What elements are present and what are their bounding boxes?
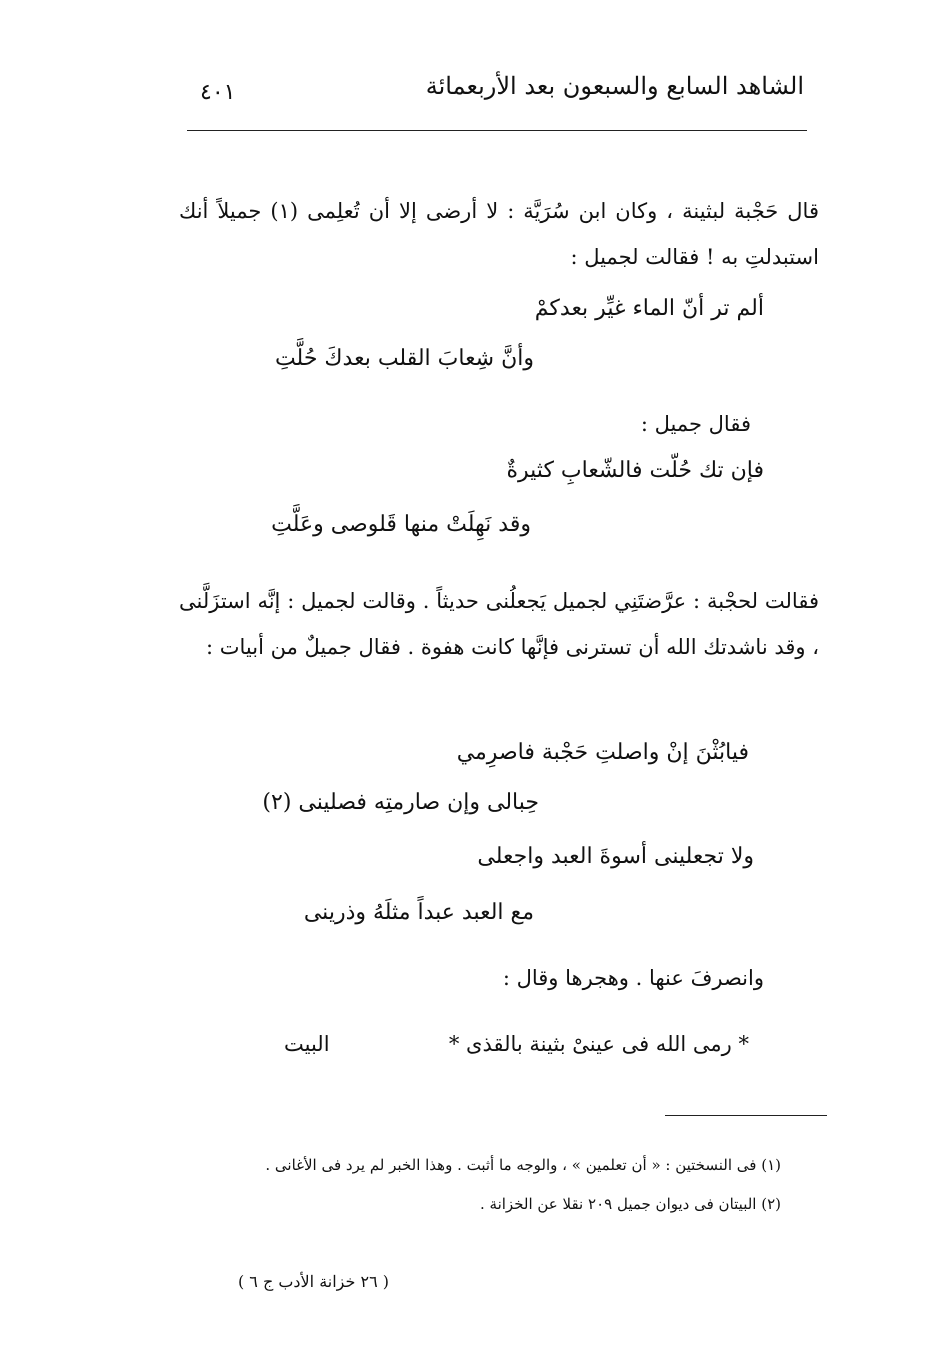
header-divider xyxy=(187,130,807,131)
verse-2-second-hemistich: وقد نَهِلَتْ منها قَلوصى وعَلَّتِ xyxy=(271,512,531,537)
verse-3-second-hemistich: حِبالى وإن صارمتِه فصلينى (٢) xyxy=(262,790,539,815)
footnote-2: (٢) البيتان فى ديوان جميل ٢٠٩ نقلا عن الخزانة . xyxy=(480,1195,781,1213)
footnote-1: (١) فى النسختين : « أن تعلمين » ، والوجه ما أثبت . وهذا الخبر لم يرد فى الأغانى . xyxy=(265,1156,781,1174)
signature-mark: ( ٢٦ خزانة الأدب ج ٦ ) xyxy=(237,1272,389,1291)
narration-line-jamil: فقال جميل : xyxy=(640,412,751,436)
verse-4-second-hemistich: مع العبد عبداً مثلَهُ وذرينى xyxy=(303,900,534,925)
paragraph-1: قال حَجْبة لبثينة ، وكان ابن سُرَيَّة : لا أرضى إلا أن تُعلِمى (١) جميلاً أنك استبدلتِ به ! فقالت لجميل : xyxy=(179,199,819,269)
paragraph-2: فقالت لحجْبة : عرَّضتَنِي لجميل يَجعلُنى حديثاً . وقالت لجميل : إنَّه استزَلَّنى ، وقد ناشدتك الله أن تسترنى فإنَّها كانت هفوة . فقال جميلٌ من أبيات : xyxy=(179,589,819,659)
verse-1-second-hemistich: وأنَّ شِعابَ القلب بعدكَ حُلَّتِ xyxy=(274,346,534,371)
verse-2-first-hemistich: فإن تك حُلّت فالشّعابِ كثيرةٌ xyxy=(506,458,764,483)
verse-3-first-hemistich: فيابُثْنَ إنْ واصلتِ حَجْبة فاصرِمي xyxy=(456,740,749,765)
footnote-divider xyxy=(665,1115,827,1116)
running-header-title: الشاهد السابع والسبعون بعد الأربعمائة xyxy=(425,72,804,100)
narration-line-hajr: وانصرفَ عنها . وهجرها وقال : xyxy=(502,966,764,990)
cited-hemistich: * رمى الله فى عينىْ بثينة بالقذى * xyxy=(448,1032,749,1056)
verse-1-first-hemistich: ألم تر أنّ الماء غيِّر بعدكمْ xyxy=(534,296,764,321)
bayt-label: البيت xyxy=(284,1032,330,1056)
verse-4-first-hemistich: ولا تجعلينى أسوةَ العبد واجعلى xyxy=(477,844,754,869)
page-number: ٤٠١ xyxy=(200,80,236,105)
